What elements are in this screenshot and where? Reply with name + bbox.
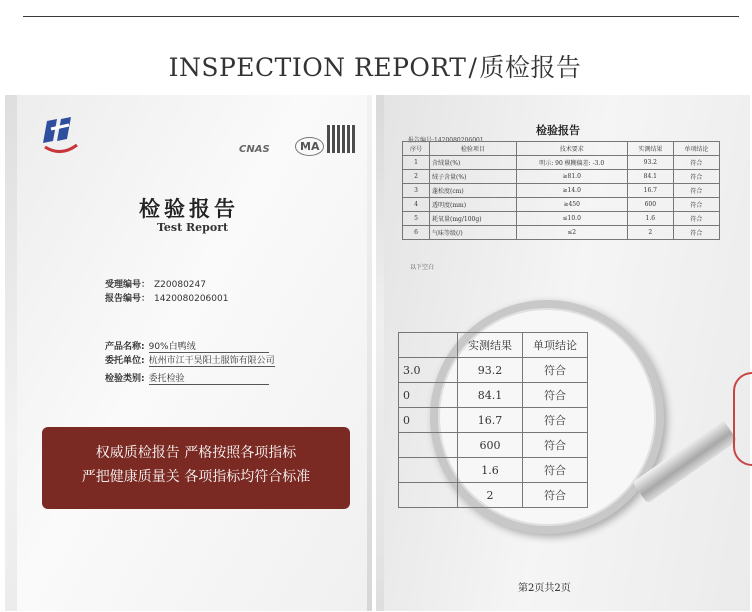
- page-number: 第2页共2页: [518, 583, 571, 594]
- promo-banner: [42, 427, 350, 509]
- table-header-row: [399, 333, 588, 358]
- field-test-type: 检验类别: 委托检验: [105, 371, 269, 385]
- table-row: 3.0 93.2 符合: [399, 358, 588, 383]
- header-cell: 技术要求: [516, 142, 627, 156]
- header-cell: 单项结论: [673, 142, 719, 156]
- table-row: 2 符合: [399, 483, 588, 508]
- top-divider: [23, 16, 739, 17]
- red-stamp-icon: [733, 372, 752, 466]
- results-table: [402, 141, 720, 240]
- header-cell: 单项结论: [523, 333, 588, 358]
- field-report-no: 报告编号： 1420080206001: [105, 294, 229, 304]
- cover-title: 检验报告: [139, 197, 239, 221]
- table-row: 0 84.1 符合: [399, 383, 588, 408]
- header-cell: 检验项目: [430, 142, 517, 156]
- header-separator: /: [468, 53, 478, 82]
- inspection-logo-icon: [39, 115, 83, 159]
- table-row: 1.6 符合: [399, 458, 588, 483]
- table-row: 6 气味等级(/) ≤2 2 符合: [403, 226, 720, 240]
- table-row: 600 符合: [399, 433, 588, 458]
- cma-mark: MA: [295, 137, 324, 156]
- table-row: 4 透明度(mm) ≥450 600 符合: [403, 198, 720, 212]
- table-row: 5 耗氧量(mg/100g) ≤10.0 1.6 符合: [403, 212, 720, 226]
- report-cover-paper: [17, 95, 367, 611]
- results-report-no: 报告编号:1420080206001: [408, 137, 484, 144]
- header-title-en: INSPECTION REPORT: [168, 53, 467, 82]
- magnified-table: [398, 332, 588, 508]
- cover-subtitle: Test Report: [157, 221, 229, 234]
- header-cell: 实测结果: [627, 142, 673, 156]
- cnas-mark: [239, 137, 270, 156]
- promo-line-2: 严把健康质量关 各项指标均符合标准: [81, 469, 311, 485]
- table-row: 1 含绒量(%) 明示: 90 模糊偏差: -3.0 93.2 符合: [403, 156, 720, 170]
- field-accept-no: 受理编号： Z20080247: [105, 280, 206, 290]
- magnifier-glass: [403, 300, 664, 534]
- field-client: 委托单位: 杭州市江干昊阳土服饰有限公司: [105, 353, 275, 367]
- table-row: 0 16.7 符合: [399, 408, 588, 433]
- header-title-cn: 质检报告: [479, 53, 582, 82]
- results-title: 检验报告: [536, 124, 580, 137]
- blank-note: 以下空白: [410, 264, 435, 271]
- qr-code-icon: [327, 125, 355, 153]
- table-header-row: [403, 142, 720, 156]
- table-row: 3 蓬松度(cm) ≥14.0 16.7 符合: [403, 184, 720, 198]
- field-product-name: 产品名称: 90%白鸭绒: [105, 339, 269, 353]
- header-cell: 序号: [403, 142, 430, 156]
- promo-line-1: 权威质检报告 严格按照各项指标: [95, 445, 297, 461]
- report-cover-photo: [5, 95, 372, 611]
- cnas-label: CNAS: [239, 144, 270, 155]
- page-header: [0, 48, 750, 84]
- table-row: 2 绒子含量(%) ≥81.0 84.1 符合: [403, 170, 720, 184]
- header-cell: 实测结果: [458, 333, 523, 358]
